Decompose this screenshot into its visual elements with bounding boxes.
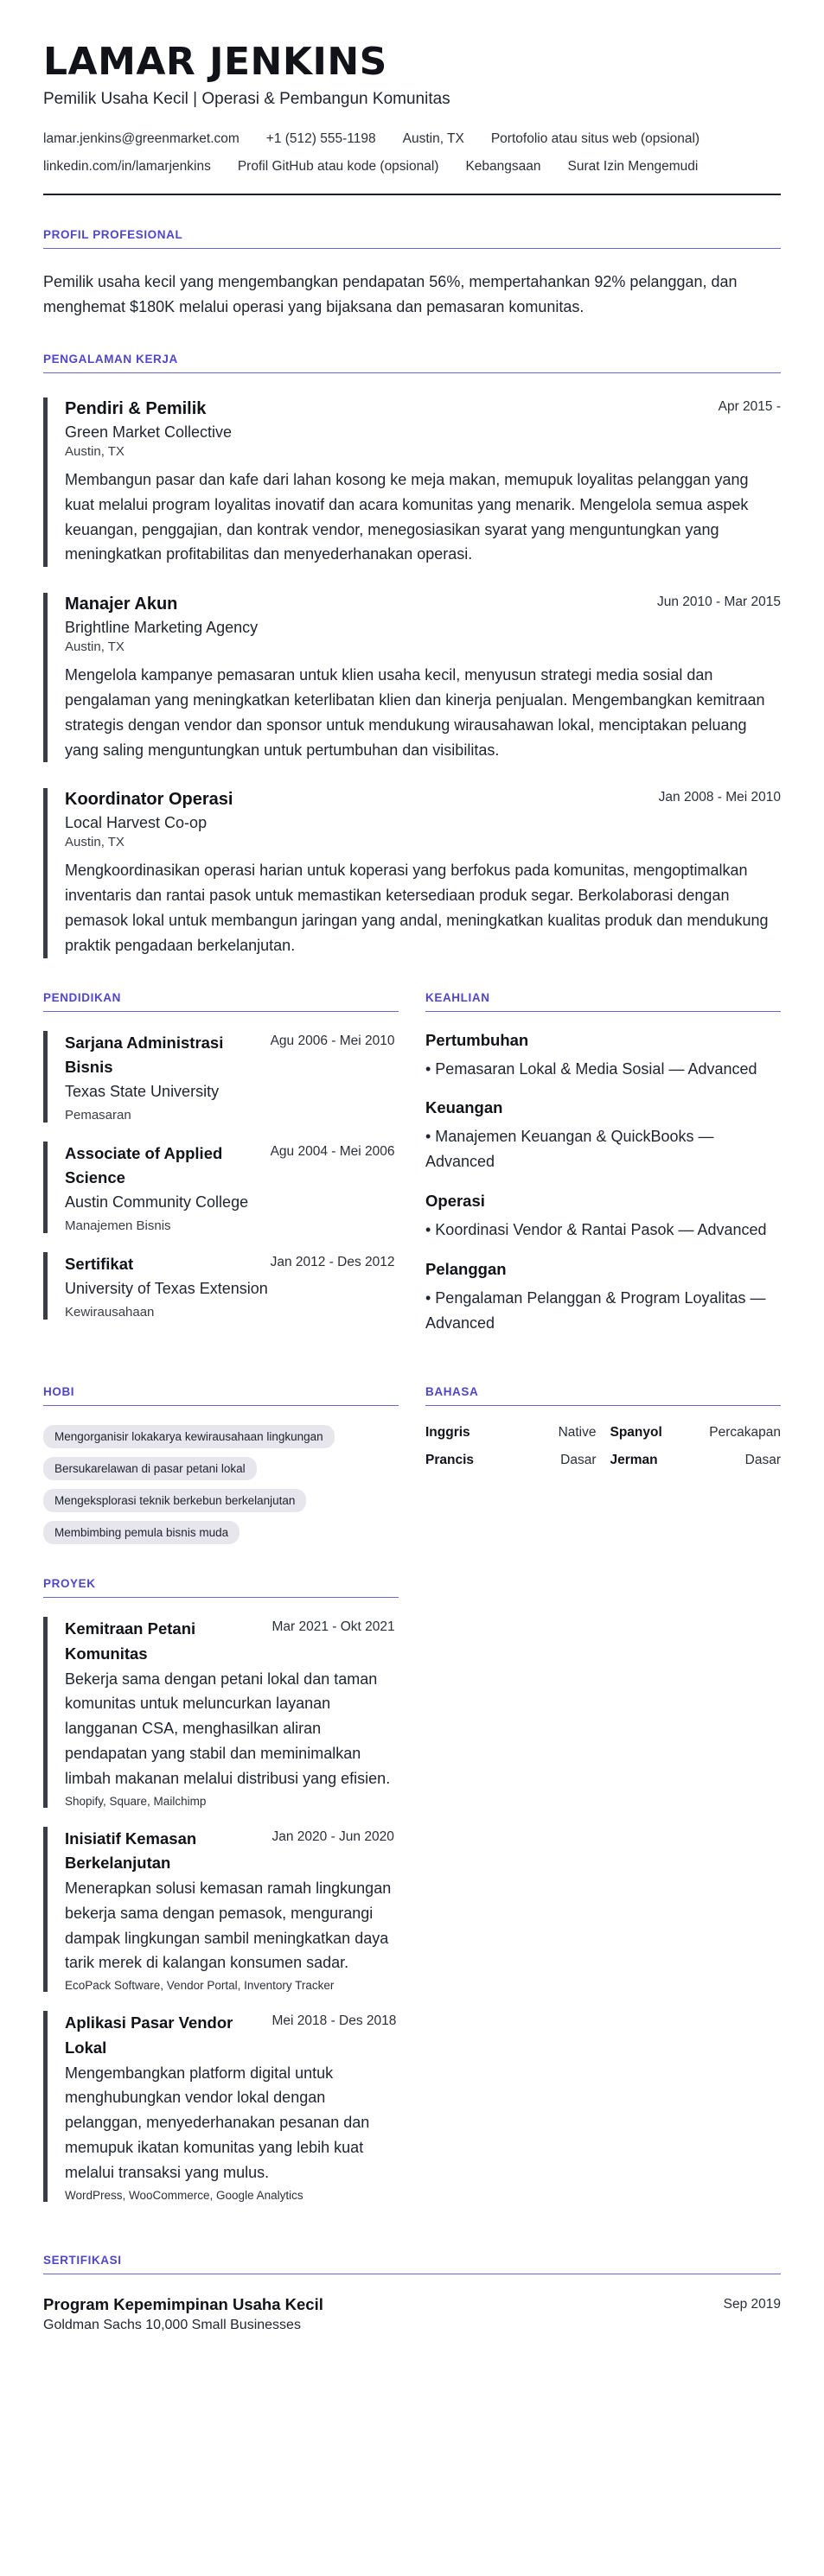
contact-location: Austin, TX: [402, 131, 464, 147]
company-name: Green Market Collective: [65, 423, 233, 441]
job-location: Austin, TX: [65, 443, 125, 459]
certification-issuer: Goldman Sachs 10,000 Small Businesses: [43, 2317, 301, 2332]
projects-section: [43, 1577, 399, 2220]
section-title-education: PENDIDIKAN: [43, 991, 399, 1012]
contact-email[interactable]: lamar.jenkins@greenmarket.com: [43, 131, 240, 147]
degree-name: Sertifikat: [65, 1255, 134, 1274]
field-of-study: Pemasaran: [65, 1107, 131, 1123]
skill-group: [425, 1098, 781, 1174]
job-location: Austin, TX: [65, 639, 125, 655]
language-name: Spanyol: [610, 1425, 662, 1441]
experience-entry: [43, 398, 781, 567]
project-entry: [43, 1827, 399, 1993]
hobby-tag: Bersukarelawan di pasar petani lokal: [43, 1457, 257, 1480]
company-name: Brightline Marketing Agency: [65, 619, 259, 637]
skill-group: [425, 1260, 781, 1336]
job-dates: Jun 2010 - Mar 2015: [656, 595, 781, 610]
candidate-name: LAMAR JENKINS: [43, 40, 387, 84]
project-tech: Shopify, Square, Mailchimp: [65, 1794, 207, 1808]
experience-entry: [43, 593, 781, 762]
skill-item: • Pemasaran Lokal & Media Sosial — Advanced: [425, 1059, 757, 1078]
language-item: [425, 1425, 597, 1441]
skill-category: Pelanggan: [425, 1259, 507, 1278]
language-level: Native: [558, 1425, 597, 1441]
hobby-tag: Mengorganisir lokakarya kewirausahaan lingkungan: [43, 1425, 335, 1448]
field-of-study: Kewirausahaan: [65, 1304, 155, 1320]
project-description: Bekerja sama dengan petani lokal dan taman komunitas untuk meluncurkan layanan langganan CSA, menghasilkan aliran pendapatan yang stabil dan meminimalkan limbah makanan melalui distribusi yang efisien.: [65, 1670, 391, 1787]
language-name: Inggris: [425, 1425, 470, 1441]
field-of-study: Manajemen Bisnis: [65, 1218, 171, 1234]
certification-date: Sep 2019: [723, 2296, 781, 2312]
project-dates: Mar 2021 - Okt 2021: [271, 1619, 395, 1635]
contact-github[interactable]: Profil GitHub atau kode (opsional): [237, 159, 439, 175]
header-divider: [43, 194, 781, 195]
skill-item: • Manajemen Keuangan & QuickBooks — Advanced: [425, 1128, 714, 1171]
project-tech: WordPress, WooCommerce, Google Analytics: [65, 2188, 303, 2202]
skill-category: Pertumbuhan: [425, 1030, 529, 1049]
language-name: Prancis: [425, 1453, 475, 1468]
degree-name: Sarjana Administrasi Bisnis: [65, 1033, 224, 1077]
section-title-experience: PENGALAMAN KERJA: [43, 353, 781, 373]
section-title-skills: KEAHLIAN: [425, 991, 781, 1012]
section-title-hobbies: HOBI: [43, 1385, 399, 1406]
skill-category: Operasi: [425, 1191, 485, 1210]
school-name: Austin Community College: [65, 1193, 249, 1212]
language-list: [425, 1425, 781, 1468]
skill-item: • Koordinasi Vendor & Rantai Pasok — Advanced: [425, 1220, 767, 1238]
education-dates: Jan 2012 - Des 2012: [270, 1255, 395, 1270]
job-title: Koordinator Operasi: [65, 790, 233, 810]
languages-section: [425, 1385, 781, 1544]
project-tech: EcoPack Software, Vendor Portal, Inventory Tracker: [65, 1979, 335, 1993]
hobby-tag: Mengeksplorasi teknik berkebun berkelanjutan: [43, 1489, 306, 1512]
project-name: Aplikasi Pasar Vendor Lokal: [65, 2013, 233, 2057]
experience-entry: [43, 788, 781, 957]
candidate-headline: Pemilik Usaha Kecil | Operasi & Pembangun Komunitas: [43, 90, 450, 109]
skill-item: • Pengalaman Pelanggan & Program Loyalitas — Advanced: [425, 1288, 766, 1332]
job-title: Pendiri & Pemilik: [65, 398, 207, 418]
contact-linkedin[interactable]: linkedin.com/in/lamarjenkins: [43, 159, 211, 175]
experience-section: [43, 353, 781, 958]
language-level: Percakapan: [709, 1425, 781, 1441]
project-list: [43, 1617, 399, 2201]
job-dates: Apr 2015 -: [718, 398, 781, 414]
project-entry: [43, 1617, 399, 1807]
language-level: Dasar: [744, 1453, 781, 1468]
skill-category: Keuangan: [425, 1098, 503, 1117]
job-description: Mengelola kampanye pemasaran untuk klien usaha kecil, menyusun strategi media sosial dan pengalaman yang meningkatkan keterlibatan klien dan kinerja penjualan. Mengembangkan kemitraan strategis dengan vendor dan sponsor untuk mendukung wirausahawan lokal, menciptakan peluang yang saling menguntungkan untuk pertumbuhan dan visibilitas.: [65, 666, 765, 759]
education-list: [43, 1031, 399, 1320]
contact-license: Surat Izin Mengemudi: [567, 159, 699, 175]
school-name: Texas State University: [65, 1082, 220, 1100]
certification-name: Program Kepemimpinan Usaha Kecil: [43, 2294, 323, 2313]
job-description: Mengkoordinasikan operasi harian untuk koperasi yang berfokus pada komunitas, mengoptimalkan inventaris dan rantai pasok untuk memastikan ketersediaan produk segar. Berkolaborasi dengan pemasok lokal untuk membangun jaringan yang andal, meningkatkan kualitas produk dan mendukung praktik pengadaan berkelanjutan.: [65, 862, 769, 954]
section-title-certifications: SERTIFIKASI: [43, 2254, 781, 2274]
degree-name: Associate of Applied Science: [65, 1143, 223, 1187]
education-entry: [43, 1142, 399, 1233]
skill-group: [425, 1031, 781, 1082]
summary-section: [43, 228, 781, 320]
language-name: Jerman: [610, 1453, 658, 1468]
hobbies-section: [43, 1385, 399, 1544]
certifications-section: [43, 2254, 781, 2333]
job-title: Manajer Akun: [65, 595, 178, 614]
certification-entry: [43, 2295, 781, 2333]
project-name: Inisiatif Kemasan Berkelanjutan: [65, 1829, 197, 1873]
education-dates: Agu 2006 - Mei 2010: [270, 1033, 395, 1048]
hobby-tag: Membimbing pemula bisnis muda: [43, 1521, 240, 1544]
summary-text: Pemilik usaha kecil yang mengembangkan pendapatan 56%, mempertahankan 92% pelanggan, dan menghemat $180K melalui operasi yang bijaksana dan pemasaran komunitas.: [43, 273, 738, 316]
language-item: [610, 1425, 782, 1441]
school-name: University of Texas Extension: [65, 1279, 268, 1297]
project-description: Menerapkan solusi kemasan ramah lingkungan bekerja sama dengan pemasok, mengurangi dampak lingkungan sambil meningkatkan daya tarik merek di kalangan konsumen sadar.: [65, 1880, 392, 1972]
job-location: Austin, TX: [65, 835, 125, 850]
section-title-projects: PROYEK: [43, 1577, 399, 1598]
project-dates: Jan 2020 - Jun 2020: [271, 1829, 394, 1844]
skills-section: [425, 991, 781, 1353]
experience-list: [43, 398, 781, 958]
education-entry: [43, 1031, 399, 1123]
contact-portfolio[interactable]: Portofolio atau situs web (opsional): [490, 131, 700, 147]
education-section: [43, 991, 399, 1353]
language-item: [425, 1453, 597, 1468]
project-dates: Mei 2018 - Des 2018: [271, 2013, 397, 2029]
project-entry: [43, 2011, 399, 2201]
education-skills-row: [43, 991, 781, 1353]
skill-group: [425, 1192, 781, 1243]
projects-row: [43, 1577, 781, 2220]
project-name: Kemitraan Petani Komunitas: [65, 1619, 196, 1663]
language-item: [610, 1453, 782, 1468]
hobby-tags: [43, 1425, 399, 1544]
education-dates: Agu 2004 - Mei 2006: [270, 1143, 395, 1159]
contact-info: [43, 131, 781, 175]
job-description: Membangun pasar dan kafe dari lahan kosong ke meja makan, memupuk loyalitas pelanggan yang kuat melalui program loyalitas inovatif dan acara komunitas yang menarik. Mengelola semua aspek keuangan, penggajian, dan kontrak vendor, menegosiasikan syarat yang menguntungkan yang meningkatkan profitabilitas dan menyederhanakan operasi.: [65, 470, 749, 563]
section-title-summary: PROFIL PROFESIONAL: [43, 228, 781, 249]
project-description: Mengembangkan platform digital untuk menghubungkan vendor lokal dengan pelanggan, menyederhanakan pesanan dan memupuk ikatan komunitas yang lebih kuat melalui transaksi yang mulus.: [65, 2064, 370, 2181]
contact-phone[interactable]: +1 (512) 555-1198: [265, 131, 376, 147]
hobbies-languages-row: [43, 1385, 781, 1544]
section-title-languages: BAHASA: [425, 1385, 781, 1406]
resume-header: [43, 41, 781, 195]
contact-nationality: Kebangsaan: [465, 159, 541, 175]
company-name: Local Harvest Co-op: [65, 814, 208, 832]
skills-list: [425, 1031, 781, 1336]
language-level: Dasar: [560, 1453, 597, 1468]
job-dates: Jan 2008 - Mei 2010: [658, 790, 781, 805]
education-entry: [43, 1252, 399, 1320]
